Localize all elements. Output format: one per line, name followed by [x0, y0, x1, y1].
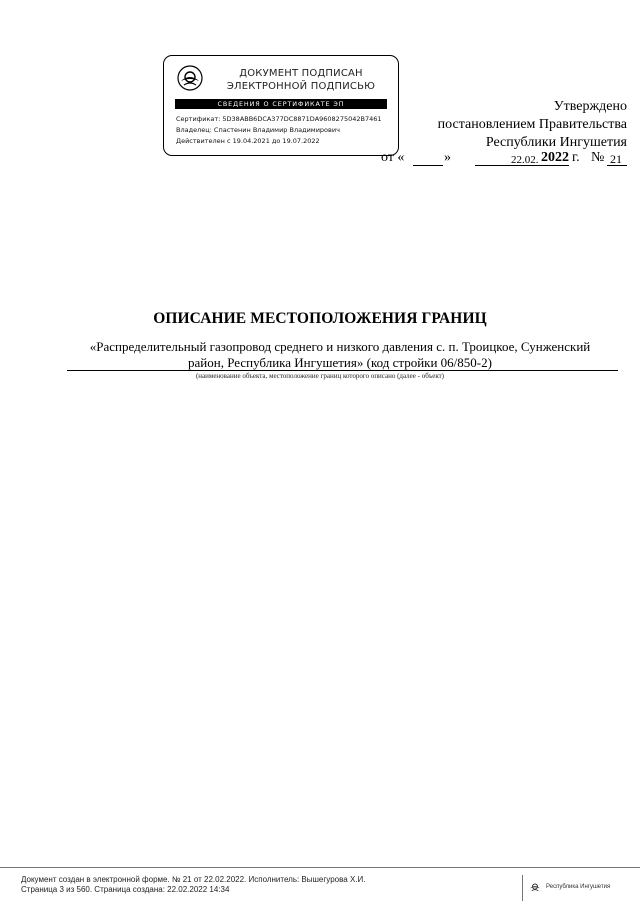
approval-line2: постановлением Правительства [437, 117, 627, 132]
ingushetia-emblem-icon [529, 881, 541, 893]
footer-brand: Республика Ингушетия [546, 884, 611, 890]
day-underline [413, 165, 443, 166]
stamp-title-line1: ДОКУМЕНТ ПОДПИСАН [239, 68, 363, 79]
approval-from-close: » [444, 150, 451, 165]
footer-line2: Страница 3 из 560. Страница создана: 22.02.2022 14:34 [21, 885, 230, 894]
ingushetia-emblem-icon [177, 65, 203, 91]
page-title: ОПИСАНИЕ МЕСТОПОЛОЖЕНИЯ ГРАНИЦ [153, 310, 487, 327]
footer-separator [522, 875, 523, 901]
object-underline [67, 370, 618, 371]
stamp-certificate-header: СВЕДЕНИЯ О СЕРТИФИКАТЕ ЭП [175, 99, 387, 109]
approval-line3: Республики Ингушетия [485, 135, 627, 150]
object-line1: «Распределительный газопровод среднего и низкого давления с. п. Троицкое, Сунженский [89, 339, 591, 354]
approval-block [438, 98, 627, 152]
approval-year-suffix: г. [572, 150, 580, 165]
object-line2: район, Республика Ингушетия» (код стройки 06/850-2) [188, 355, 492, 370]
stamp-validity: Действителен с 19.04.2021 до 19.07.2022 [176, 137, 320, 145]
approval-line1: Утверждено [553, 99, 627, 114]
approval-date-fill: 22.02. [511, 154, 539, 166]
stamp-owner: Владелец: Спастенин Владимир Владимирович [176, 126, 340, 134]
object-description [80, 339, 600, 371]
footer-line1: Документ создан в электронной форме. № 21 от 22.02.2022. Исполнитель: Вышегурова Х.И. [21, 875, 366, 884]
approval-from-prefix: от « [381, 150, 405, 165]
approval-number-sign: № [591, 150, 605, 165]
stamp-title [208, 67, 394, 93]
stamp-title-line2: ЭЛЕКТРОННОЙ ПОДПИСЬЮ [226, 81, 376, 92]
stamp-certificate: Сертификат: 5D38ABB6DCA377DC8871DA9608275042B7461 [176, 115, 382, 123]
approval-year: 2022 [541, 150, 569, 165]
object-caption: (наименование объекта, местоположение границ которого описано (далее - объект) [195, 372, 445, 380]
approval-date-line [381, 149, 627, 169]
approval-number: 21 [610, 152, 622, 166]
signature-stamp [163, 55, 399, 156]
footer-info [21, 875, 365, 895]
footer-divider [0, 867, 640, 868]
